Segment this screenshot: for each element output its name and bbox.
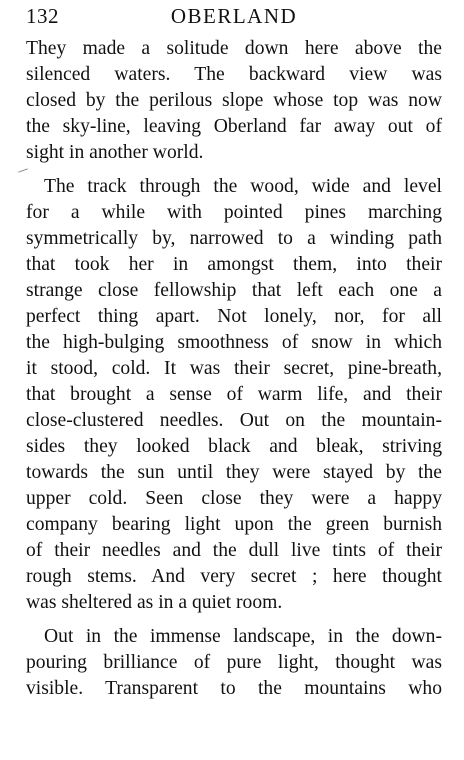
text-line: sides they looked black and bleak, striving [26,436,442,457]
text-line: was sheltered as in a quiet room. [26,592,283,613]
paragraph-1 [26,36,442,166]
text-line: the high-bulging smoothness of snow in which [26,332,442,353]
page-number: 132 [26,4,59,28]
text-line: strange close fellowship that left each one a [26,280,442,301]
paragraph-3 [26,624,442,702]
text-line: The track through the wood, wide and level [44,176,442,197]
running-head [26,3,442,29]
paragraph-gap [26,166,442,174]
text-line: company bearing light upon the green burnish [26,514,442,535]
text-line: rough stems. And very secret ; here thought [26,566,442,587]
text-line: towards the sun until they were stayed by the [26,462,442,483]
text-line: symmetrically by, narrowed to a winding path [26,228,442,249]
body-text [26,36,442,702]
text-line: closed by the perilous slope whose top was now [26,90,442,111]
text-line: that brought a sense of warm life, and their [26,384,442,405]
text-line: Out in the immense landscape, in the down- [44,626,442,647]
text-line: pouring brilliance of pure light, thought was [26,652,442,673]
text-line: that took her in amongst them, into their [26,254,442,275]
text-line: sight in another world. [26,142,204,163]
paragraph-gap [26,616,442,624]
running-title: OBERLAND [170,4,298,28]
text-line: visible. Transparent to the mountains who [26,678,442,699]
text-line: perfect thing apart. Not lonely, nor, for all [26,306,442,327]
paragraph-2 [26,174,442,616]
text-line: the sky-line, leaving Oberland far away out of [26,116,442,137]
text-line: They made a solitude down here above the [26,38,442,59]
text-line: for a while with pointed pines marching [26,202,442,223]
text-line: close-clustered needles. Out on the mountain- [26,410,442,431]
text-line: it stood, cold. It was their secret, pine-breath, [26,358,442,379]
text-line: upper cold. Seen close they were a happy [26,488,442,509]
text-line: of their needles and the dull live tints of their [26,540,442,561]
text-line: silenced waters. The backward view was [26,64,442,85]
